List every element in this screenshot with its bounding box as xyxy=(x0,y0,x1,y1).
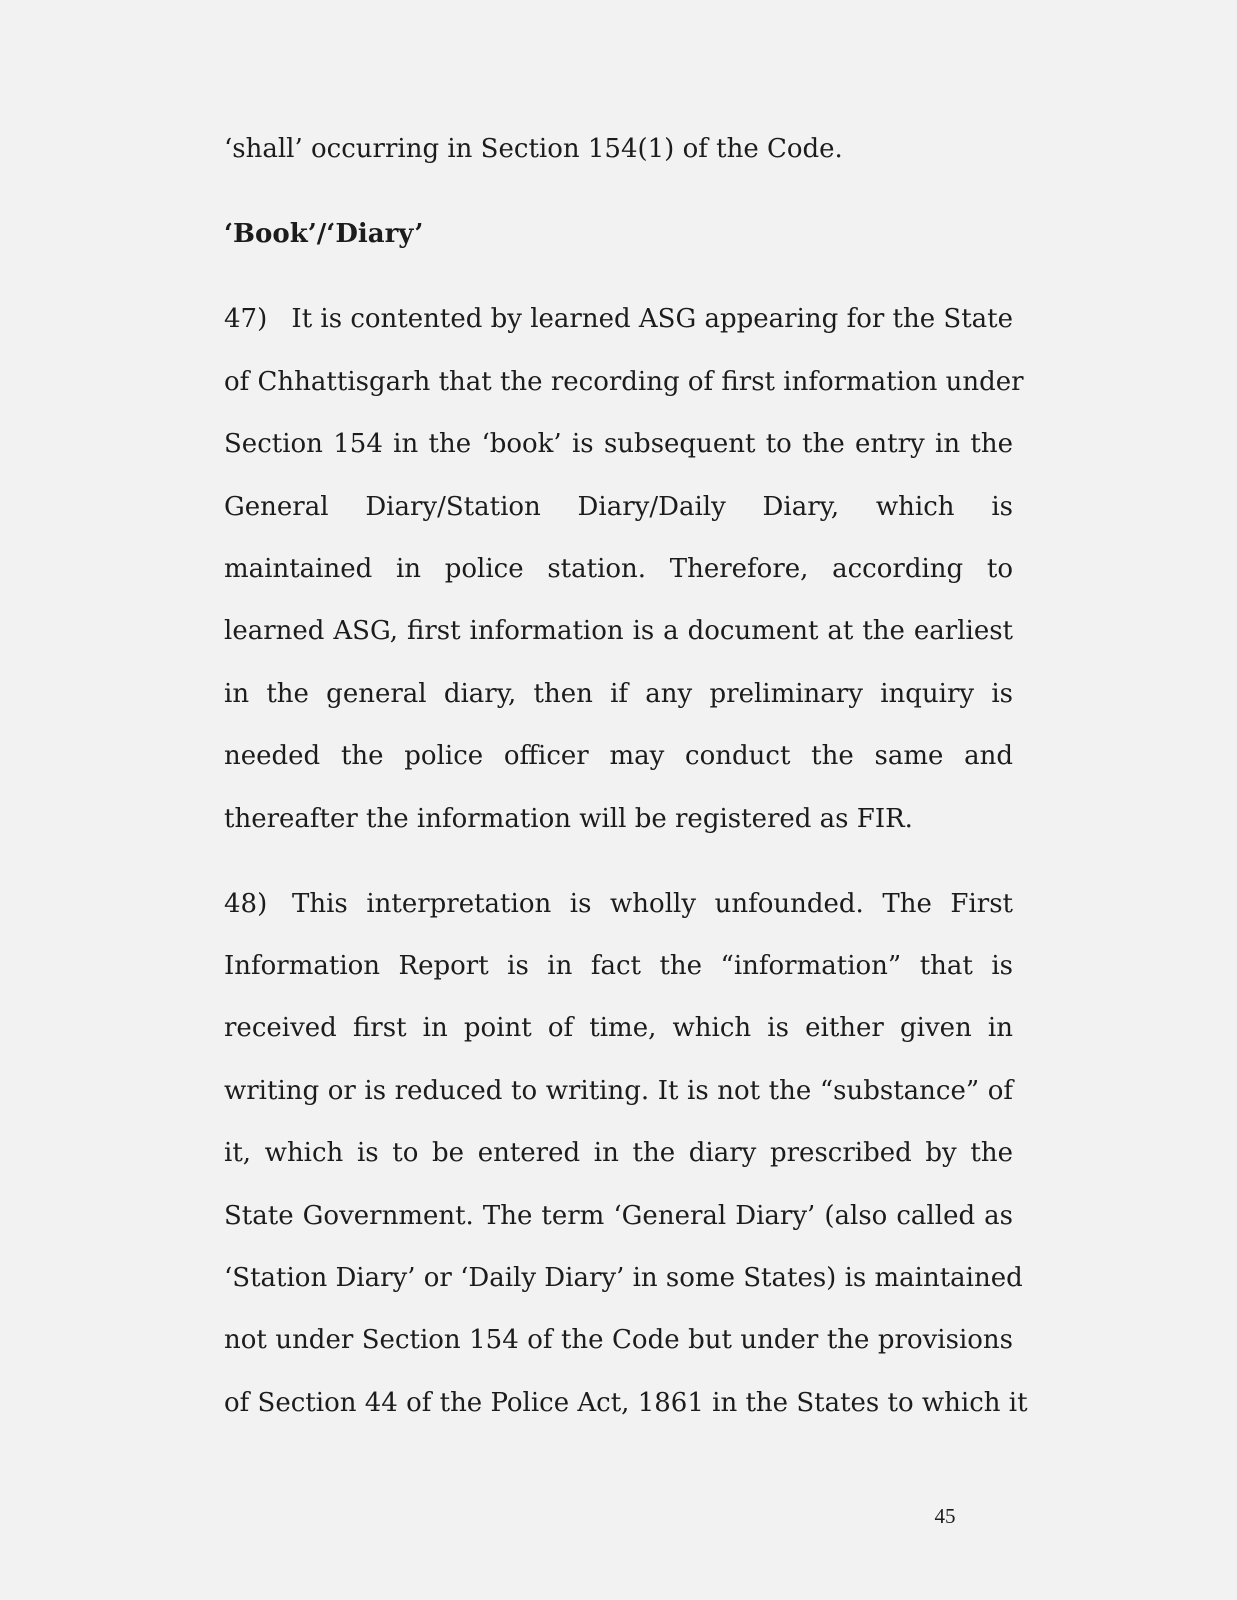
paragraph-line: learned ASG, first information is a document at the earliest xyxy=(224,616,1013,647)
paragraph-first-line xyxy=(224,873,1013,935)
paragraph-line: writing or is reduced to writing. It is not the “substance” of xyxy=(224,1075,1013,1106)
page-number: 45 xyxy=(934,1504,956,1528)
paragraph-47 xyxy=(224,288,1024,850)
paragraph-line: maintained in police station. Therefore, according to xyxy=(224,553,1013,584)
paragraph-line: General Diary/Station Diary/Daily Diary, which is xyxy=(224,491,1013,522)
opening-line: ‘shall’ occurring in Section 154(1) of the Code. xyxy=(224,134,843,164)
paragraph-line: State Government. The term ‘General Diary’ (also called as xyxy=(224,1200,1013,1231)
paragraph-line: ‘Station Diary’ or ‘Daily Diary’ in some States) is maintained xyxy=(224,1263,1023,1294)
paragraph-line: in the general diary, then if any preliminary inquiry is xyxy=(224,678,1013,709)
spacer xyxy=(224,266,1013,289)
paragraph-number: 47) xyxy=(224,304,268,335)
section-heading: ‘Book’/‘Diary’ xyxy=(224,219,424,250)
paragraph-line: it, which is to be entered in the diary prescribed by the xyxy=(224,1138,1013,1169)
paragraph-line: Information Report is in fact the “information” that is xyxy=(224,951,1013,982)
paragraph-line: This interpretation is wholly unfounded. The First xyxy=(292,888,1013,919)
spacer xyxy=(224,180,1013,203)
document-body xyxy=(224,118,1028,1434)
paragraph-line: received first in point of time, which is either given in xyxy=(224,1013,1013,1044)
paragraph-line: not under Section 154 of the Code but under the provisions xyxy=(224,1325,1013,1356)
paragraph-line: Section 154 in the ‘book’ is subsequent to the entry in the xyxy=(224,429,1013,460)
paragraph-line: needed the police officer may conduct the same and xyxy=(224,741,1013,772)
paragraph-first-line xyxy=(224,288,1013,350)
paragraph-line: of Chhattisgarh that the recording of first information under xyxy=(224,366,1024,397)
paragraph-line: of Section 44 of the Police Act, 1861 in the States to which it xyxy=(224,1387,1028,1418)
paragraph-48 xyxy=(224,873,1028,1435)
paragraph-last-line: thereafter the information will be registered as FIR. xyxy=(224,803,913,834)
paragraph-number: 48) xyxy=(224,888,268,919)
paragraph-line: It is contented by learned ASG appearing for the State xyxy=(291,304,1013,335)
spacer xyxy=(224,850,1013,873)
